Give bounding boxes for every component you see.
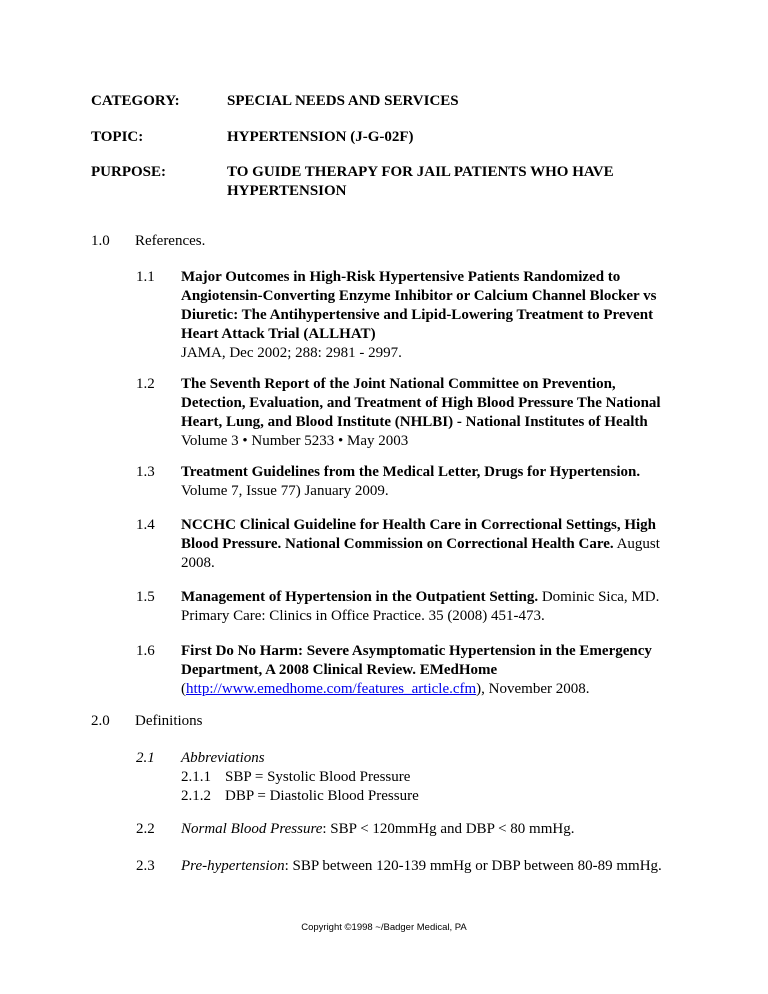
sub-definition-number: 2.1.2 xyxy=(181,788,211,804)
definition-number: 2.2 xyxy=(136,821,155,837)
section-number: 2.0 xyxy=(91,713,110,729)
sub-definition-text: DBP = Diastolic Blood Pressure xyxy=(225,788,419,804)
definition-number: 2.3 xyxy=(136,858,155,874)
section-title: References. xyxy=(135,233,206,249)
definition-term: Abbreviations xyxy=(181,750,265,766)
sub-definition xyxy=(181,768,671,787)
reference-title: The Seventh Report of the Joint National Committee on Prevention, Detection, Evaluation, and Treatment of High Blood Pressure The National Heart, Lung, and Blood Institute (NHLBI) - National Institutes of Health xyxy=(181,376,661,430)
reference-number: 1.4 xyxy=(136,517,155,533)
reference-link[interactable]: http://www.emedhome.com/features_article.cfm xyxy=(186,681,477,697)
sub-definition xyxy=(181,787,671,806)
topic-value: HYPERTENSION (J-G-02F) xyxy=(227,129,414,145)
definition-number: 2.1 xyxy=(136,750,155,766)
purpose-label: PURPOSE: xyxy=(91,164,166,180)
reference-title: NCCHC Clinical Guideline for Health Care in Correctional Settings, High Blood Pressure. National Commission on Correctional Health Care. xyxy=(181,517,656,552)
reference-number: 1.5 xyxy=(136,589,155,605)
sub-definition-text: SBP = Systolic Blood Pressure xyxy=(225,769,411,785)
reference-number: 1.6 xyxy=(136,643,155,659)
copyright-footer: Copyright ©1998 ~/Badger Medical, PA xyxy=(301,922,467,933)
category-label: CATEGORY: xyxy=(91,93,180,109)
topic-label: TOPIC: xyxy=(91,129,144,145)
reference-title: Major Outcomes in High-Risk Hypertensive Patients Randomized to Angiotensin-Converting Enzyme Inhibitor or Calcium Channel Blocker vs Diuretic: The Antihypertensive and Lipid-Lowering Treatment to Prevent Heart Attack Trial (ALLHAT) xyxy=(181,269,657,342)
section-number: 1.0 xyxy=(91,233,110,249)
definition-term: Pre-hypertension xyxy=(181,858,285,874)
definition-term: Normal Blood Pressure xyxy=(181,821,323,837)
definition-text: : SBP < 120mmHg and DBP < 80 mmHg. xyxy=(322,821,575,837)
reference-citation: Volume 7, Issue 77) January 2009. xyxy=(181,483,389,499)
purpose-value: TO GUIDE THERAPY FOR JAIL PATIENTS WHO HAVE HYPERTENSION xyxy=(227,164,614,199)
reference-title: Management of Hypertension in the Outpatient Setting. xyxy=(181,589,539,605)
reference-title: Treatment Guidelines from the Medical Letter, Drugs for Hypertension. xyxy=(181,464,641,480)
reference-citation: August 2008. xyxy=(181,536,660,571)
reference-title: First Do No Harm: Severe Asymptomatic Hypertension in the Emergency Department, A 2008 Clinical Review. EMedHome xyxy=(181,643,652,678)
reference-number: 1.3 xyxy=(136,464,155,480)
reference-number: 1.1 xyxy=(136,269,155,285)
reference-citation: ), November 2008. xyxy=(476,681,590,697)
category-value: SPECIAL NEEDS AND SERVICES xyxy=(227,93,459,109)
definition-text: : SBP between 120-139 mmHg or DBP between 80-89 mmHg. xyxy=(284,858,662,874)
reference-citation: JAMA, Dec 2002; 288: 2981 - 2997. xyxy=(181,345,402,361)
reference-open-paren: ( xyxy=(181,681,186,697)
reference-citation: Dominic Sica, MD. Primary Care: Clinics in Office Practice. 35 (2008) 451-473. xyxy=(181,589,660,624)
reference-citation: Volume 3 • Number 5233 • May 2003 xyxy=(181,433,409,449)
sub-definition-number: 2.1.1 xyxy=(181,769,211,785)
reference-number: 1.2 xyxy=(136,376,155,392)
section-title: Definitions xyxy=(135,713,203,729)
